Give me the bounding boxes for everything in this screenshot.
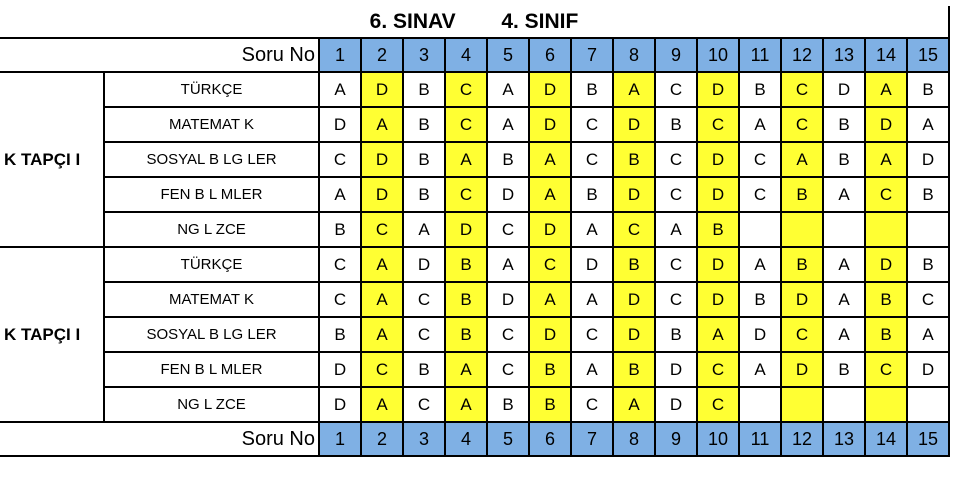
- question-number: 2: [361, 38, 403, 72]
- question-number: 14: [865, 422, 907, 456]
- answer-cell: D: [445, 212, 487, 247]
- answer-cell: A: [571, 352, 613, 387]
- answer-cell: [865, 387, 907, 422]
- answer-key-table: [0, 6, 950, 457]
- answer-cell: A: [739, 107, 781, 142]
- subject-name: MATEMAT K: [104, 282, 319, 317]
- subject-name: SOSYAL B LG LER: [104, 142, 319, 177]
- subject-name: NG L ZCE: [104, 212, 319, 247]
- answer-cell: A: [571, 282, 613, 317]
- answer-cell: A: [781, 142, 823, 177]
- answer-cell: A: [739, 352, 781, 387]
- answer-cell: C: [571, 107, 613, 142]
- question-number: 3: [403, 422, 445, 456]
- answer-cell: C: [655, 142, 697, 177]
- answer-cell: C: [487, 212, 529, 247]
- grade-title: 4. SINIF: [501, 9, 579, 33]
- answer-cell: D: [319, 107, 361, 142]
- answer-cell: C: [655, 72, 697, 107]
- subject-row: [0, 352, 949, 387]
- question-number: 1: [319, 38, 361, 72]
- answer-cell: C: [403, 387, 445, 422]
- answer-cell: C: [697, 387, 739, 422]
- answer-cell: C: [907, 282, 949, 317]
- answer-cell: B: [907, 177, 949, 212]
- answer-cell: D: [529, 72, 571, 107]
- answer-cell: C: [781, 107, 823, 142]
- answer-cell: A: [361, 107, 403, 142]
- answer-cell: D: [529, 107, 571, 142]
- answer-cell: B: [487, 387, 529, 422]
- subject-row: [0, 107, 949, 142]
- answer-cell: C: [487, 317, 529, 352]
- answer-cell: A: [445, 142, 487, 177]
- answer-cell: C: [865, 352, 907, 387]
- question-number: 5: [487, 38, 529, 72]
- question-number: 2: [361, 422, 403, 456]
- answer-cell: C: [655, 282, 697, 317]
- answer-cell: [907, 212, 949, 247]
- answer-cell: A: [613, 72, 655, 107]
- answer-cell: A: [529, 282, 571, 317]
- question-number: 8: [613, 38, 655, 72]
- page-title: [0, 6, 949, 38]
- subject-row: [0, 247, 949, 282]
- answer-cell: A: [487, 72, 529, 107]
- answer-cell: B: [403, 72, 445, 107]
- answer-cell: D: [781, 282, 823, 317]
- subject-row: [0, 72, 949, 107]
- answer-cell: B: [571, 72, 613, 107]
- answer-cell: D: [361, 72, 403, 107]
- answer-cell: C: [613, 212, 655, 247]
- answer-cell: C: [445, 177, 487, 212]
- answer-cell: B: [319, 212, 361, 247]
- answer-cell: B: [739, 282, 781, 317]
- answer-cell: [865, 212, 907, 247]
- subject-name: FEN B L MLER: [104, 177, 319, 212]
- answer-cell: A: [361, 247, 403, 282]
- answer-cell: C: [361, 352, 403, 387]
- answer-cell: B: [529, 387, 571, 422]
- answer-cell: D: [865, 107, 907, 142]
- answer-cell: A: [487, 247, 529, 282]
- answer-cell: A: [529, 142, 571, 177]
- question-number: 11: [739, 422, 781, 456]
- answer-cell: A: [445, 352, 487, 387]
- question-number: 12: [781, 422, 823, 456]
- answer-cell: C: [739, 177, 781, 212]
- answer-cell: D: [697, 142, 739, 177]
- question-number: 10: [697, 38, 739, 72]
- answer-cell: B: [403, 142, 445, 177]
- answer-cell: A: [907, 317, 949, 352]
- answer-cell: B: [865, 317, 907, 352]
- answer-cell: [823, 387, 865, 422]
- answer-cell: C: [697, 107, 739, 142]
- question-number: 4: [445, 422, 487, 456]
- answer-cell: B: [445, 317, 487, 352]
- answer-cell: B: [781, 247, 823, 282]
- answer-cell: B: [319, 317, 361, 352]
- answer-cell: D: [319, 352, 361, 387]
- question-number: 6: [529, 38, 571, 72]
- question-number: 3: [403, 38, 445, 72]
- answer-cell: C: [403, 317, 445, 352]
- answer-cell: C: [529, 247, 571, 282]
- subject-row: [0, 177, 949, 212]
- question-number: 7: [571, 38, 613, 72]
- question-number: 11: [739, 38, 781, 72]
- answer-cell: [823, 212, 865, 247]
- question-number: 15: [907, 38, 949, 72]
- answer-cell: A: [655, 212, 697, 247]
- answer-cell: B: [613, 352, 655, 387]
- answer-cell: D: [613, 282, 655, 317]
- answer-cell: B: [739, 72, 781, 107]
- answer-cell: B: [655, 317, 697, 352]
- answer-cell: D: [319, 387, 361, 422]
- booklet-label: K TAPÇI I: [0, 72, 104, 247]
- answer-cell: A: [403, 212, 445, 247]
- answer-cell: C: [739, 142, 781, 177]
- answer-cell: A: [823, 247, 865, 282]
- answer-cell: B: [697, 212, 739, 247]
- answer-cell: B: [613, 142, 655, 177]
- answer-cell: D: [781, 352, 823, 387]
- answer-cell: A: [613, 387, 655, 422]
- question-number: 12: [781, 38, 823, 72]
- answer-cell: [739, 387, 781, 422]
- answer-cell: C: [319, 282, 361, 317]
- answer-cell: D: [655, 352, 697, 387]
- answer-cell: B: [571, 177, 613, 212]
- answer-cell: C: [781, 317, 823, 352]
- exam-title: 6. SINAV: [369, 9, 456, 33]
- answer-cell: A: [319, 177, 361, 212]
- answer-cell: A: [907, 107, 949, 142]
- answer-cell: A: [361, 282, 403, 317]
- answer-cell: B: [823, 142, 865, 177]
- answer-cell: D: [739, 317, 781, 352]
- subject-row: [0, 282, 949, 317]
- answer-cell: A: [571, 212, 613, 247]
- answer-cell: [739, 212, 781, 247]
- question-number: 7: [571, 422, 613, 456]
- answer-cell: B: [403, 107, 445, 142]
- answer-cell: A: [865, 72, 907, 107]
- answer-cell: C: [697, 352, 739, 387]
- question-number-header-row: [0, 38, 949, 72]
- answer-cell: D: [697, 72, 739, 107]
- answer-cell: [907, 387, 949, 422]
- question-number: 6: [529, 422, 571, 456]
- answer-cell: C: [571, 387, 613, 422]
- answer-cell: C: [865, 177, 907, 212]
- question-number: 4: [445, 38, 487, 72]
- answer-cell: C: [571, 317, 613, 352]
- answer-cell: A: [361, 317, 403, 352]
- answer-cell: D: [613, 177, 655, 212]
- answer-cell: D: [403, 247, 445, 282]
- answer-cell: D: [487, 282, 529, 317]
- subject-name: TÜRKÇE: [104, 247, 319, 282]
- answer-cell: B: [781, 177, 823, 212]
- answer-cell: D: [865, 247, 907, 282]
- answer-cell: D: [571, 247, 613, 282]
- answer-cell: B: [403, 352, 445, 387]
- answer-cell: A: [823, 317, 865, 352]
- question-number: 9: [655, 38, 697, 72]
- answer-cell: D: [529, 317, 571, 352]
- answer-cell: A: [697, 317, 739, 352]
- answer-cell: A: [865, 142, 907, 177]
- question-number: 8: [613, 422, 655, 456]
- answer-cell: C: [655, 177, 697, 212]
- answer-cell: C: [487, 352, 529, 387]
- answer-cell: B: [445, 247, 487, 282]
- subject-name: MATEMAT K: [104, 107, 319, 142]
- answer-cell: B: [529, 352, 571, 387]
- answer-cell: A: [823, 177, 865, 212]
- question-number: 10: [697, 422, 739, 456]
- answer-cell: C: [445, 107, 487, 142]
- answer-cell: C: [781, 72, 823, 107]
- question-number: 5: [487, 422, 529, 456]
- question-number: 1: [319, 422, 361, 456]
- question-number: 13: [823, 38, 865, 72]
- subject-name: SOSYAL B LG LER: [104, 317, 319, 352]
- answer-cell: C: [319, 142, 361, 177]
- subject-name: NG L ZCE: [104, 387, 319, 422]
- question-number: 14: [865, 38, 907, 72]
- answer-cell: [781, 212, 823, 247]
- answer-key-body: [0, 6, 949, 456]
- subject-row: [0, 387, 949, 422]
- answer-cell: A: [823, 282, 865, 317]
- subject-row: [0, 317, 949, 352]
- question-number: 9: [655, 422, 697, 456]
- answer-cell: B: [907, 72, 949, 107]
- answer-cell: B: [613, 247, 655, 282]
- answer-cell: B: [403, 177, 445, 212]
- subject-row: [0, 142, 949, 177]
- answer-cell: D: [907, 352, 949, 387]
- title-row: [0, 6, 949, 38]
- answer-cell: B: [823, 352, 865, 387]
- answer-cell: D: [529, 212, 571, 247]
- answer-cell: C: [319, 247, 361, 282]
- answer-cell: D: [697, 282, 739, 317]
- answer-cell: D: [697, 247, 739, 282]
- answer-cell: C: [403, 282, 445, 317]
- answer-cell: D: [487, 177, 529, 212]
- answer-cell: D: [823, 72, 865, 107]
- answer-cell: A: [445, 387, 487, 422]
- answer-cell: D: [655, 387, 697, 422]
- answer-cell: B: [445, 282, 487, 317]
- soru-no-label: Soru No: [0, 38, 319, 72]
- answer-cell: A: [319, 72, 361, 107]
- question-number-footer-row: [0, 422, 949, 456]
- answer-cell: D: [907, 142, 949, 177]
- answer-cell: B: [823, 107, 865, 142]
- answer-cell: A: [529, 177, 571, 212]
- answer-cell: B: [655, 107, 697, 142]
- answer-cell: D: [361, 177, 403, 212]
- answer-cell: C: [361, 212, 403, 247]
- subject-name: FEN B L MLER: [104, 352, 319, 387]
- answer-cell: B: [487, 142, 529, 177]
- answer-cell: A: [487, 107, 529, 142]
- soru-no-label: Soru No: [0, 422, 319, 456]
- answer-cell: C: [655, 247, 697, 282]
- subject-name: TÜRKÇE: [104, 72, 319, 107]
- answer-cell: [781, 387, 823, 422]
- answer-cell: B: [865, 282, 907, 317]
- answer-cell: B: [907, 247, 949, 282]
- answer-cell: A: [739, 247, 781, 282]
- answer-cell: D: [613, 317, 655, 352]
- answer-cell: C: [445, 72, 487, 107]
- answer-cell: D: [361, 142, 403, 177]
- question-number: 13: [823, 422, 865, 456]
- subject-row: [0, 212, 949, 247]
- question-number: 15: [907, 422, 949, 456]
- answer-cell: A: [361, 387, 403, 422]
- answer-cell: D: [613, 107, 655, 142]
- answer-cell: D: [697, 177, 739, 212]
- answer-cell: C: [571, 142, 613, 177]
- booklet-label: K TAPÇI I: [0, 247, 104, 422]
